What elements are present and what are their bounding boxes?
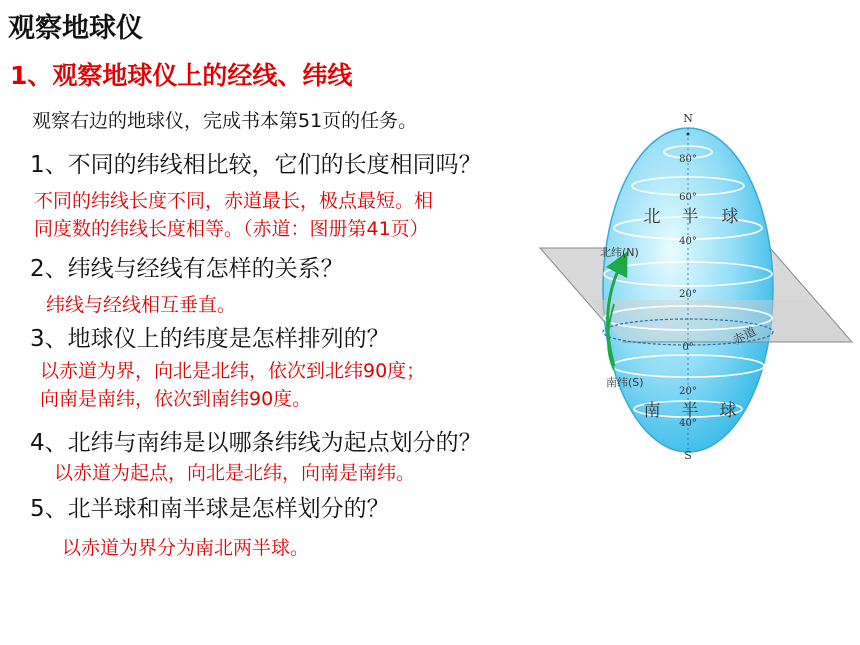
answer-1-line-2: 同度数的纬线长度相等。（赤道：图册第41页） [34, 218, 429, 240]
lat-label-n60: 60° [679, 192, 697, 203]
question-1: 1、不同的纬线相比较，它们的长度相同吗？ [30, 152, 482, 178]
lat-label-s20: 20° [679, 386, 697, 397]
answer-5: 以赤道为界分为南北两半球。 [62, 537, 310, 559]
south-hemisphere-char-2: 半 [681, 401, 699, 421]
answer-1-line-1: 不同的纬线长度不同，赤道最长，极点最短。相 [34, 190, 434, 212]
south-hemisphere-char-1: 南 [643, 401, 661, 421]
question-2: 2、纬线与经线有怎样的关系？ [30, 256, 344, 282]
north-latitude-label: 北纬(N) [600, 246, 639, 259]
answer-4: 以赤道为起点，向北是北纬，向南是南纬。 [54, 462, 416, 484]
lat-label-n20: 20° [679, 289, 697, 300]
south-latitude-label: 南纬(S) [606, 376, 644, 389]
answer-2: 纬线与经线相互垂直。 [46, 294, 237, 316]
north-hemisphere-char-1: 北 [643, 207, 661, 227]
lat-label-s40: 40° [679, 418, 697, 429]
north-hemisphere-char-3: 球 [721, 207, 739, 227]
south-pole-label: S [684, 449, 692, 462]
north-pole-label: N [683, 112, 693, 125]
south-hemisphere-char-3: 球 [719, 401, 737, 421]
lat-label-n80: 80° [679, 154, 697, 165]
equator-label: 赤道 [730, 324, 759, 348]
north-hemisphere-char-2: 半 [681, 207, 699, 227]
answer-3-line-1: 以赤道为界，向北是北纬，依次到北纬90度； [40, 360, 426, 382]
question-5: 5、北半球和南半球是怎样划分的？ [30, 496, 390, 522]
lat-label-n40: 40° [679, 236, 697, 247]
lat-label-zero: 0° [682, 342, 694, 353]
section-subtitle: 1、观察地球仪上的经线、纬线 [10, 61, 353, 90]
page-title: 观察地球仪 [8, 13, 143, 44]
globe-diagram [530, 104, 855, 464]
answer-3-line-2: 向南是南纬，依次到南纬90度。 [40, 388, 312, 410]
intro-text: 观察右边的地球仪，完成书本第51页的任务。 [32, 110, 418, 132]
question-3: 3、地球仪上的纬度是怎样排列的？ [30, 326, 390, 352]
north-pole-dot [687, 133, 690, 136]
question-4: 4、北纬与南纬是以哪条纬线为起点划分的？ [30, 430, 482, 456]
